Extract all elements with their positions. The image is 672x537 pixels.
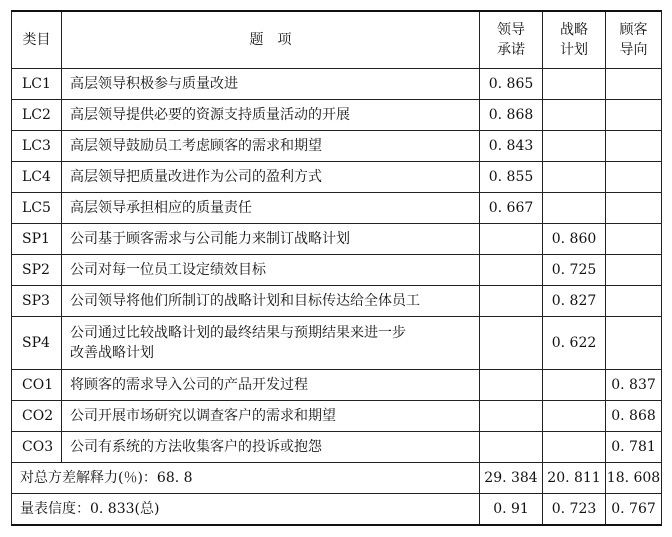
row-col1-value: 0. 843 (480, 131, 543, 162)
row-col2-value (543, 432, 606, 463)
row-category: CO2 (12, 401, 62, 432)
row-col1-value: 0. 868 (480, 100, 543, 131)
header-col1-line1: 领导 (497, 22, 525, 38)
row-category: LC1 (12, 69, 62, 100)
row-col1-value (480, 317, 543, 370)
row-item: 公司开展市场研究以调查客户的需求和期望 (62, 401, 480, 432)
row-col2-value: 0. 860 (543, 224, 606, 255)
row-category: SP3 (12, 286, 62, 317)
row-category: SP1 (12, 224, 62, 255)
row-item: 公司领导将他们所制订的战略计划和目标传达给全体员工 (62, 286, 480, 317)
row-category: SP2 (12, 255, 62, 286)
variance-col3-value: 18. 608 (606, 463, 662, 494)
reliability-label: 量表信度：0. 833(总) (12, 494, 480, 526)
header-col1-line2: 承诺 (497, 42, 525, 58)
row-col3-value: 0. 781 (606, 432, 662, 463)
row-item: 将顾客的需求导入公司的产品开发过程 (62, 370, 480, 401)
reliability-col3-value: 0. 767 (606, 494, 662, 526)
row-item: 高层领导承担相应的质量责任 (62, 193, 480, 224)
row-col3-value: 0. 837 (606, 370, 662, 401)
variance-col1-value: 29. 384 (480, 463, 543, 494)
row-category: CO1 (12, 370, 62, 401)
header-col3-line1: 顾客 (619, 22, 648, 38)
row-col2-value (543, 193, 606, 224)
header-leadership-commitment (480, 11, 543, 69)
row-item-line2: 改善战略计划 (70, 345, 154, 361)
table-row (12, 286, 662, 317)
row-col2-value: 0. 827 (543, 286, 606, 317)
row-item (62, 317, 480, 370)
row-category: LC2 (12, 100, 62, 131)
row-col3-value (606, 193, 662, 224)
factor-loading-table (11, 10, 662, 526)
row-col3-value: 0. 868 (606, 401, 662, 432)
row-item: 公司有系统的方法收集客户的投诉或抱怨 (62, 432, 480, 463)
variance-col2-value: 20. 811 (543, 463, 606, 494)
table-row (12, 69, 662, 100)
header-col3-line2: 导向 (619, 42, 648, 58)
table-row (12, 224, 662, 255)
row-col1-value: 0. 855 (480, 162, 543, 193)
table-row (12, 432, 662, 463)
variance-row (12, 463, 662, 494)
header-item: 题 项 (62, 11, 480, 69)
row-item: 公司对每一位员工设定绩效目标 (62, 255, 480, 286)
header-category: 类目 (12, 11, 62, 69)
row-col2-value (543, 131, 606, 162)
header-col2-line1: 战略 (560, 22, 588, 38)
row-col3-value (606, 100, 662, 131)
row-category: LC4 (12, 162, 62, 193)
row-col2-value (543, 162, 606, 193)
row-col3-value (606, 69, 662, 100)
table-row (12, 255, 662, 286)
row-col1-value (480, 370, 543, 401)
table-row (12, 131, 662, 162)
row-col1-value (480, 224, 543, 255)
header-strategic-planning (543, 11, 606, 69)
row-category: LC3 (12, 131, 62, 162)
row-col2-value (543, 401, 606, 432)
table-row (12, 370, 662, 401)
row-col1-value (480, 286, 543, 317)
row-item: 高层领导把质量改进作为公司的盈利方式 (62, 162, 480, 193)
row-col2-value (543, 100, 606, 131)
header-row (12, 11, 662, 69)
row-category: CO3 (12, 432, 62, 463)
row-item-line1: 公司通过比较战略计划的最终结果与预期结果来进一步 (70, 325, 406, 341)
reliability-col1-value: 0. 91 (480, 494, 543, 526)
row-col1-value (480, 401, 543, 432)
row-item: 高层领导提供必要的资源支持质量活动的开展 (62, 100, 480, 131)
row-col2-value: 0. 622 (543, 317, 606, 370)
row-col1-value: 0. 667 (480, 193, 543, 224)
row-item: 高层领导积极参与质量改进 (62, 69, 480, 100)
reliability-col2-value: 0. 723 (543, 494, 606, 526)
row-col3-value (606, 286, 662, 317)
row-category: LC5 (12, 193, 62, 224)
row-col3-value (606, 162, 662, 193)
table-row (12, 162, 662, 193)
row-item: 高层领导鼓励员工考虑顾客的需求和期望 (62, 131, 480, 162)
factor-table-container (11, 10, 662, 526)
row-category: SP4 (12, 317, 62, 370)
row-col2-value: 0. 725 (543, 255, 606, 286)
row-col3-value (606, 255, 662, 286)
table-row (12, 317, 662, 370)
row-col1-value (480, 255, 543, 286)
row-col1-value: 0. 865 (480, 69, 543, 100)
row-col3-value (606, 224, 662, 255)
table-row (12, 401, 662, 432)
table-row (12, 100, 662, 131)
row-col2-value (543, 69, 606, 100)
table-row (12, 193, 662, 224)
row-col2-value (543, 370, 606, 401)
variance-label: 对总方差解释力(％)：68. 8 (12, 463, 480, 494)
row-col1-value (480, 432, 543, 463)
header-customer-orientation (606, 11, 662, 69)
header-col2-line2: 计划 (560, 42, 588, 58)
reliability-row (12, 494, 662, 526)
row-col3-value (606, 131, 662, 162)
row-item: 公司基于顾客需求与公司能力来制订战略计划 (62, 224, 480, 255)
row-col3-value (606, 317, 662, 370)
